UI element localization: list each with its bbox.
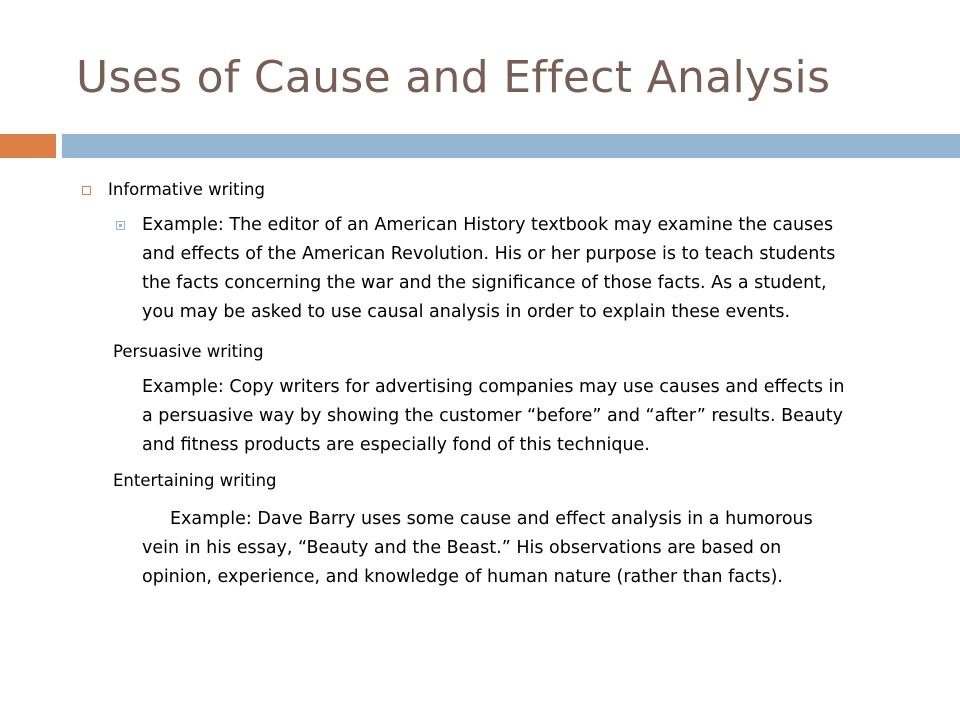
accent-bar-orange xyxy=(0,134,56,158)
example-line: and effects of the American Revolution. His or her purpose is to teach students xyxy=(142,244,836,264)
section-heading-informative: Informative writing xyxy=(108,180,265,199)
example-line: Example: The editor of an American History textbook may examine the causes xyxy=(142,215,834,235)
example-line: Example: Copy writers for advertising companies may use causes and effects in xyxy=(142,377,845,397)
example-line: the facts concerning the war and the significance of those facts. As a student, xyxy=(142,273,827,293)
example-line: Example: Dave Barry uses some cause and effect analysis in a humorous xyxy=(170,509,813,529)
example-line: vein in his essay, “Beauty and the Beast.” His observations are based on xyxy=(142,538,782,558)
slide-title: Uses of Cause and Effect Analysis xyxy=(76,52,831,103)
section-heading-entertaining: Entertaining writing xyxy=(113,471,277,490)
section-heading-persuasive: Persuasive writing xyxy=(113,342,264,361)
example-line: you may be asked to use causal analysis in order to explain these events. xyxy=(142,302,791,322)
example-line: and fitness products are especially fond of this technique. xyxy=(142,435,650,455)
square-bullet-icon xyxy=(116,221,125,230)
accent-bar-blue xyxy=(62,134,960,158)
example-line: a persuasive way by showing the customer “before” and “after” results. Beauty xyxy=(142,406,843,426)
example-line: opinion, experience, and knowledge of human nature (rather than facts). xyxy=(142,567,783,587)
hollow-square-bullet-icon xyxy=(82,186,91,195)
